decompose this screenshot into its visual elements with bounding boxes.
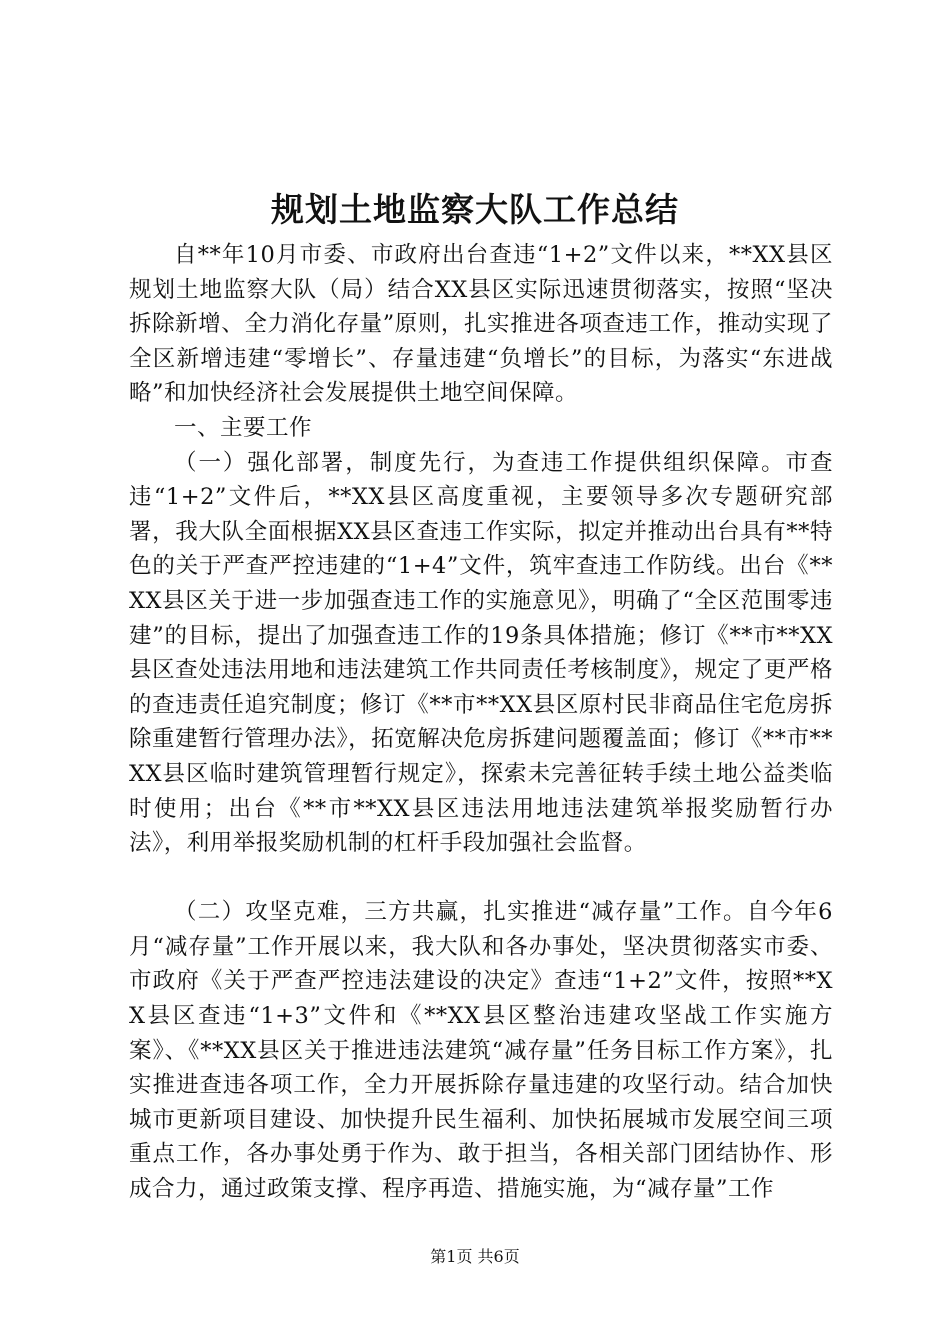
document-title: 规划土地监察大队工作总结 bbox=[271, 190, 679, 229]
paragraph-2: （二）攻坚克难，三方共赢，扎实推进“减存量”工作。自今年6月“减存量”工作开展以来，我大队和各办事处，坚决贯彻落实市委、市政府《关于严查严控违法建设的决定》查违“1+2”文件，按照**XX县区查违“1+3”文件和《**XX县区整治违建攻坚战工作实施方案》、《**XX县区关于推进违法建筑“减存量”任务目标工作方案》，扎实推进查违各项工作，全力开展拆除存量违建的攻坚行动。结合加快城市更新项目建设、加快提升民生福利、加快拓展城市发展空间三项重点工作，各办事处勇于作为、敢于担当，各相关部门团结协作、形成合力，通过政策支撑、程序再造、措施实施，为“减存量”工作 bbox=[129, 899, 833, 1203]
section-heading: 一、主要工作 bbox=[174, 414, 313, 441]
paragraph-1: （一）强化部署，制度先行，为查违工作提供组织保障。市查违“1+2”文件后，**XX县区高度重视，主要领导多次专题研究部署，我大队全面根据XX县区查违工作实际，拟定并推动出台具有**特色的关于严查严控违建的“1+4”文件，筑牢查违工作防线。出台《**XX县区关于进一步加强查违工作的实施意见》，明确了“全区范围零违建”的目标，提出了加强查违工作的19条具体措施；修订《**市**XX县区查处违法用地和违法建筑工作共同责任考核制度》，规定了更严格的查违责任追究制度；修订《**市**XX县区原村民非商品住宅危房拆除重建暂行管理办法》，拓宽解决危房拆建问题覆盖面；修订《**市**XX县区临时建筑管理暂行规定》，探索未完善征转手续土地公益类临时使用；出台《**市**XX县区违法用地违法建筑举报奖励暂行办法》，利用举报奖励机制的杠杆手段加强社会监督。 bbox=[129, 449, 833, 857]
document-body bbox=[129, 238, 833, 1207]
paragraph-spacer bbox=[129, 861, 833, 896]
intro-paragraph: 自**年10月市委、市政府出台查违“1+2”文件以来，**XX县区规划土地监察大队（局）结合XX县区实际迅速贯彻落实，按照“坚决拆除新增、全力消化存量”原则，扎实推进各项查违工作，推动实现了全区新增违建“零增长”、存量违建“负增长”的目标，为落实“东进战略”和加快经济社会发展提供土地空间保障。 bbox=[129, 242, 833, 407]
page-footer: 第1页 共6页 bbox=[430, 1247, 520, 1266]
